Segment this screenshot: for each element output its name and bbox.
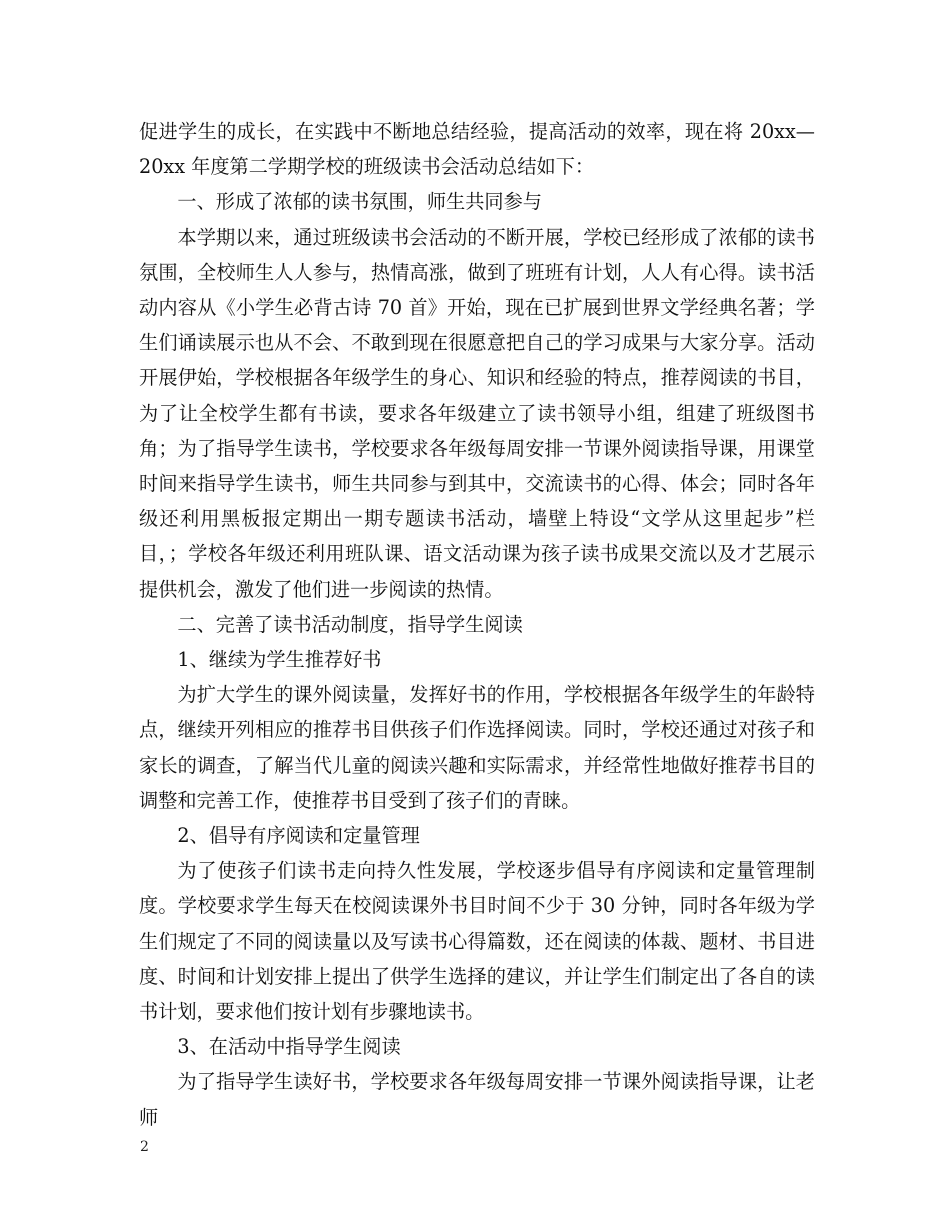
heading-section-1: 一、形成了浓郁的读书氛围，师生共同参与 (177, 190, 542, 214)
paragraph-section-1: 本学期以来，通过班级读书会活动的不断开展，学校已经形成了浓郁的读书氛围，全校师生人人参与，热情高涨，做到了班班有计划，人人有心得。读书活动内容从《小学生必背古诗 70 首》开始，现在已扩展到世界文学经典名著；学生们诵读展示也从不会、不敢到现在很愿意把自己的学习成果与大家分享。活动开展伊始，学校根据各年级学生的身心、知识和经验的特点，推荐阅读的书目，为了让全校学生都有书读，要求各年级建立了读书领导小组，组建了班级图书角；为了指导学生读书，学校要求各年级每周安排一节课外阅读指导课，用课堂时间来指导学生读书，师生共同参与到其中，交流读书的心得、体会；同时各年级还利用黑板报定期出一期专题读书活动，墙壁上特设“文学从这里起步”栏目，；学校各年级还利用班队课、语文活动课为孩子读书成果交流以及才艺展示提供机会，激发了他们进一步阅读的热情。 (139, 225, 815, 601)
subheading-2-3: 3、在活动中指导学生阅读 (177, 1035, 401, 1059)
paragraph-2-1: 为扩大学生的课外阅读量，发挥好书的作用，学校根据各年级学生的年龄特点，继续开列相应的推荐书目供孩子们作选择阅读。同时，学校还通过对孩子和家长的调查，了解当代儿童的阅读兴趣和实际需求，并经常性地做好推荐书目的调整和完善工作，使推荐书目受到了孩子们的青睐。 (139, 683, 815, 812)
document-body (139, 114, 815, 1135)
paragraph-intro: 促进学生的成长，在实践中不断地总结经验，提高活动的效率，现在将 20xx—20xx 年度第二学期学校的班级读书会活动总结如下： (139, 120, 815, 179)
heading-section-2: 二、完善了读书活动制度，指导学生阅读 (177, 612, 523, 636)
subheading-2-2: 2、倡导有序阅读和定量管理 (177, 824, 420, 848)
paragraph-2-3: 为了指导学生读好书，学校要求各年级每周安排一节课外阅读指导课，让老师 (139, 1070, 815, 1129)
subheading-2-1: 1、继续为学生推荐好书 (177, 648, 382, 672)
paragraph-2-2: 为了使孩子们读书走向持久性发展，学校逐步倡导有序阅读和定量管理制度。学校要求学生每天在校阅读课外书目时间不少于 30 分钟，同时各年级为学生们规定了不同的阅读量以及写读书心得篇数，还在阅读的体裁、题材、书目进度、时间和计划安排上提出了供学生选择的建议，并让学生们制定出了各自的读书计划，要求他们按计划有步骤地读书。 (139, 859, 815, 1024)
page-number: 2 (140, 1139, 149, 1155)
